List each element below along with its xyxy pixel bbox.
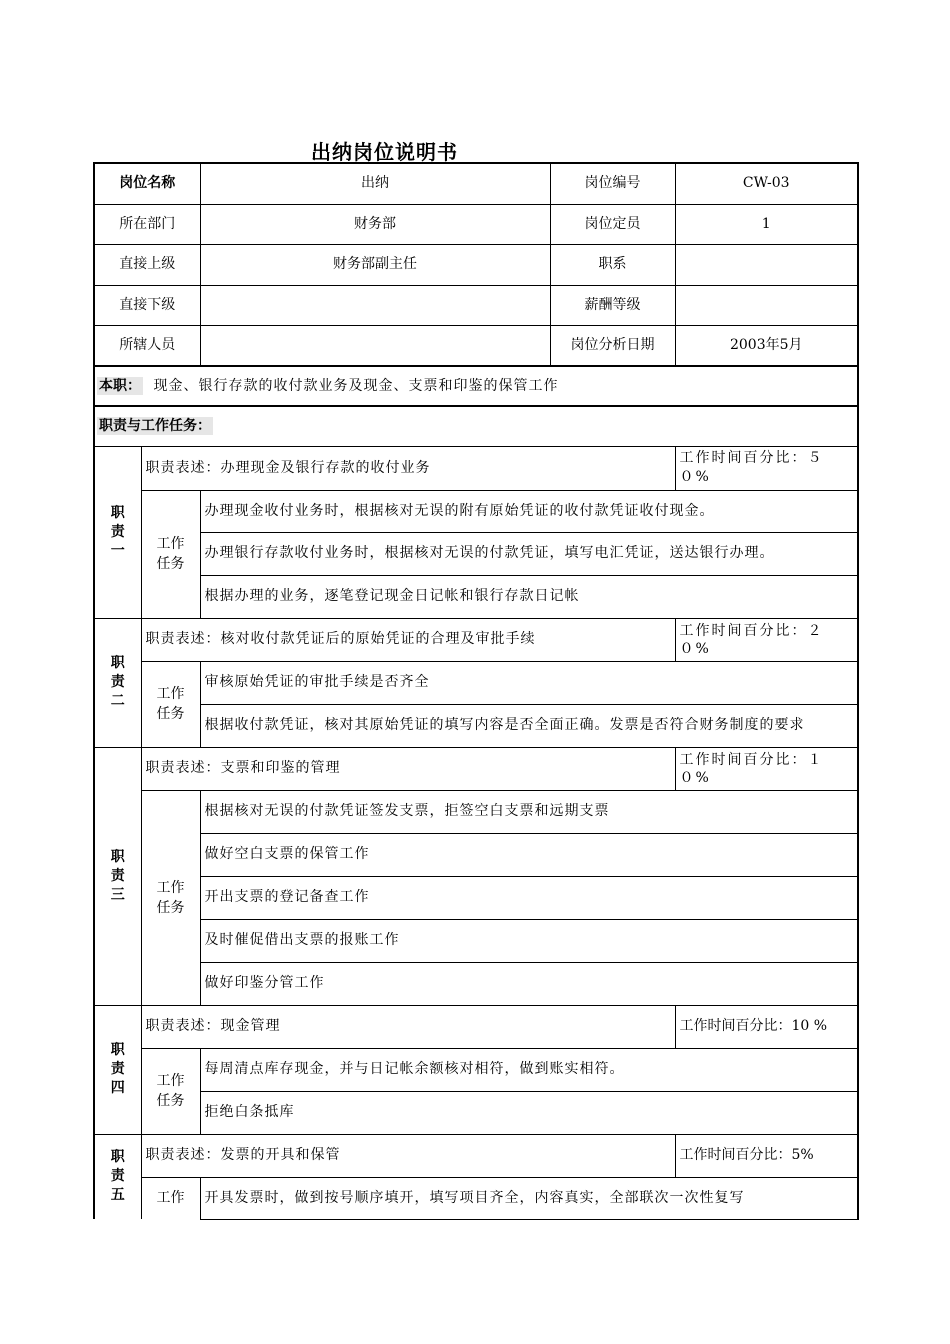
label-cell: 直接上级 (94, 244, 200, 285)
info-row (94, 204, 858, 244)
duty-label: 职 责 三 (94, 747, 141, 1005)
tasks-label: 工作 任务 (141, 661, 200, 747)
duty-pct: 工作时间百分比：１０% (675, 747, 858, 790)
label-cell: 岗位定员 (550, 204, 675, 244)
label-cell: 职系 (550, 244, 675, 285)
task-item: 开具发票时，做到按号顺序填开，填写项目齐全，内容真实，全部联次一次性复写 (200, 1177, 858, 1219)
task-row (94, 1177, 858, 1219)
info-row (94, 163, 858, 204)
task-row (94, 661, 858, 704)
main-duty-text: 现金、银行存款的收付款业务及现金、支票和印鉴的保管工作 (153, 377, 559, 394)
info-row (94, 325, 858, 366)
task-row (94, 490, 858, 532)
task-row (94, 790, 858, 833)
tasks-label: 工作 任务 (141, 790, 200, 1005)
tasks-label: 工作 (141, 1177, 200, 1219)
value-cell: 财务部副主任 (200, 244, 550, 285)
label-cell: 薪酬等级 (550, 285, 675, 325)
task-row (94, 704, 858, 747)
duties-header-row (94, 406, 858, 446)
task-row (94, 532, 858, 575)
task-item: 做好印鉴分管工作 (200, 962, 858, 1005)
value-cell: 2003年5月 (675, 325, 858, 366)
main-duty-row (94, 366, 858, 406)
duties-header: 职责与工作任务： (99, 417, 211, 434)
duties-header-cell (94, 406, 858, 446)
task-item: 开出支票的登记备查工作 (200, 876, 858, 919)
value-cell: 1 (675, 204, 858, 244)
duty-label: 职 责 二 (94, 618, 141, 747)
task-row (94, 1091, 858, 1134)
task-item: 及时催促借出支票的报账工作 (200, 919, 858, 962)
value-cell: 出纳 (200, 163, 550, 204)
task-item: 根据办理的业务，逐笔登记现金日记帐和银行存款日记帐 (200, 575, 858, 618)
duty-desc: 职责表述：发票的开具和保管 (141, 1134, 675, 1177)
duty-pct: 工作时间百分比：10 % (675, 1005, 858, 1048)
duty-pct: 工作时间百分比：５０% (675, 446, 858, 490)
value-cell (200, 325, 550, 366)
job-description-table (93, 162, 859, 1220)
task-row (94, 876, 858, 919)
task-item: 每周清点库存现金，并与日记帐余额核对相符，做到账实相符。 (200, 1048, 858, 1091)
page-title: 出纳岗位说明书 (311, 140, 458, 164)
duty-label: 职 责 五 (94, 1134, 141, 1219)
duty-label: 职 责 一 (94, 446, 141, 618)
label-cell: 所在部门 (94, 204, 200, 244)
tasks-label: 工作 任务 (141, 1048, 200, 1134)
duty-desc-row (94, 1134, 858, 1177)
value-cell: CW-03 (675, 163, 858, 204)
label-cell: 所辖人员 (94, 325, 200, 366)
task-row (94, 962, 858, 1005)
duty-desc-row (94, 747, 858, 790)
value-cell (675, 285, 858, 325)
duty-desc-row (94, 446, 858, 490)
task-row (94, 575, 858, 618)
task-row (94, 1048, 858, 1091)
duty-pct: 工作时间百分比：5% (675, 1134, 858, 1177)
label-cell: 岗位编号 (550, 163, 675, 204)
duty-label: 职 责 四 (94, 1005, 141, 1134)
task-item: 办理现金收付业务时，根据核对无误的附有原始凭证的收付款凭证收付现金。 (200, 490, 858, 532)
duty-desc-row (94, 1005, 858, 1048)
task-item: 办理银行存款收付业务时，根据核对无误的付款凭证，填写电汇凭证，送达银行办理。 (200, 532, 858, 575)
duty-desc: 职责表述：支票和印鉴的管理 (141, 747, 675, 790)
main-duty-label: 本职： (99, 377, 141, 394)
label-cell: 岗位分析日期 (550, 325, 675, 366)
tasks-label: 工作 任务 (141, 490, 200, 618)
duty-pct: 工作时间百分比：２０% (675, 618, 858, 661)
task-item: 根据核对无误的付款凭证签发支票，拒签空白支票和远期支票 (200, 790, 858, 833)
info-row (94, 244, 858, 285)
duty-desc: 职责表述：核对收付款凭证后的原始凭证的合理及审批手续 (141, 618, 675, 661)
duty-desc: 职责表述：办理现金及银行存款的收付业务 (141, 446, 675, 490)
task-item: 根据收付款凭证，核对其原始凭证的填写内容是否全面正确。发票是否符合财务制度的要求 (200, 704, 858, 747)
duty-desc-row (94, 618, 858, 661)
label-cell: 岗位名称 (94, 163, 200, 204)
value-cell (200, 285, 550, 325)
task-row (94, 833, 858, 876)
main-duty-cell (94, 366, 858, 406)
task-item: 审核原始凭证的审批手续是否齐全 (200, 661, 858, 704)
info-row (94, 285, 858, 325)
task-item: 做好空白支票的保管工作 (200, 833, 858, 876)
task-item: 拒绝白条抵库 (200, 1091, 858, 1134)
value-cell: 财务部 (200, 204, 550, 244)
value-cell (675, 244, 858, 285)
label-cell: 直接下级 (94, 285, 200, 325)
duty-desc: 职责表述：现金管理 (141, 1005, 675, 1048)
task-row (94, 919, 858, 962)
